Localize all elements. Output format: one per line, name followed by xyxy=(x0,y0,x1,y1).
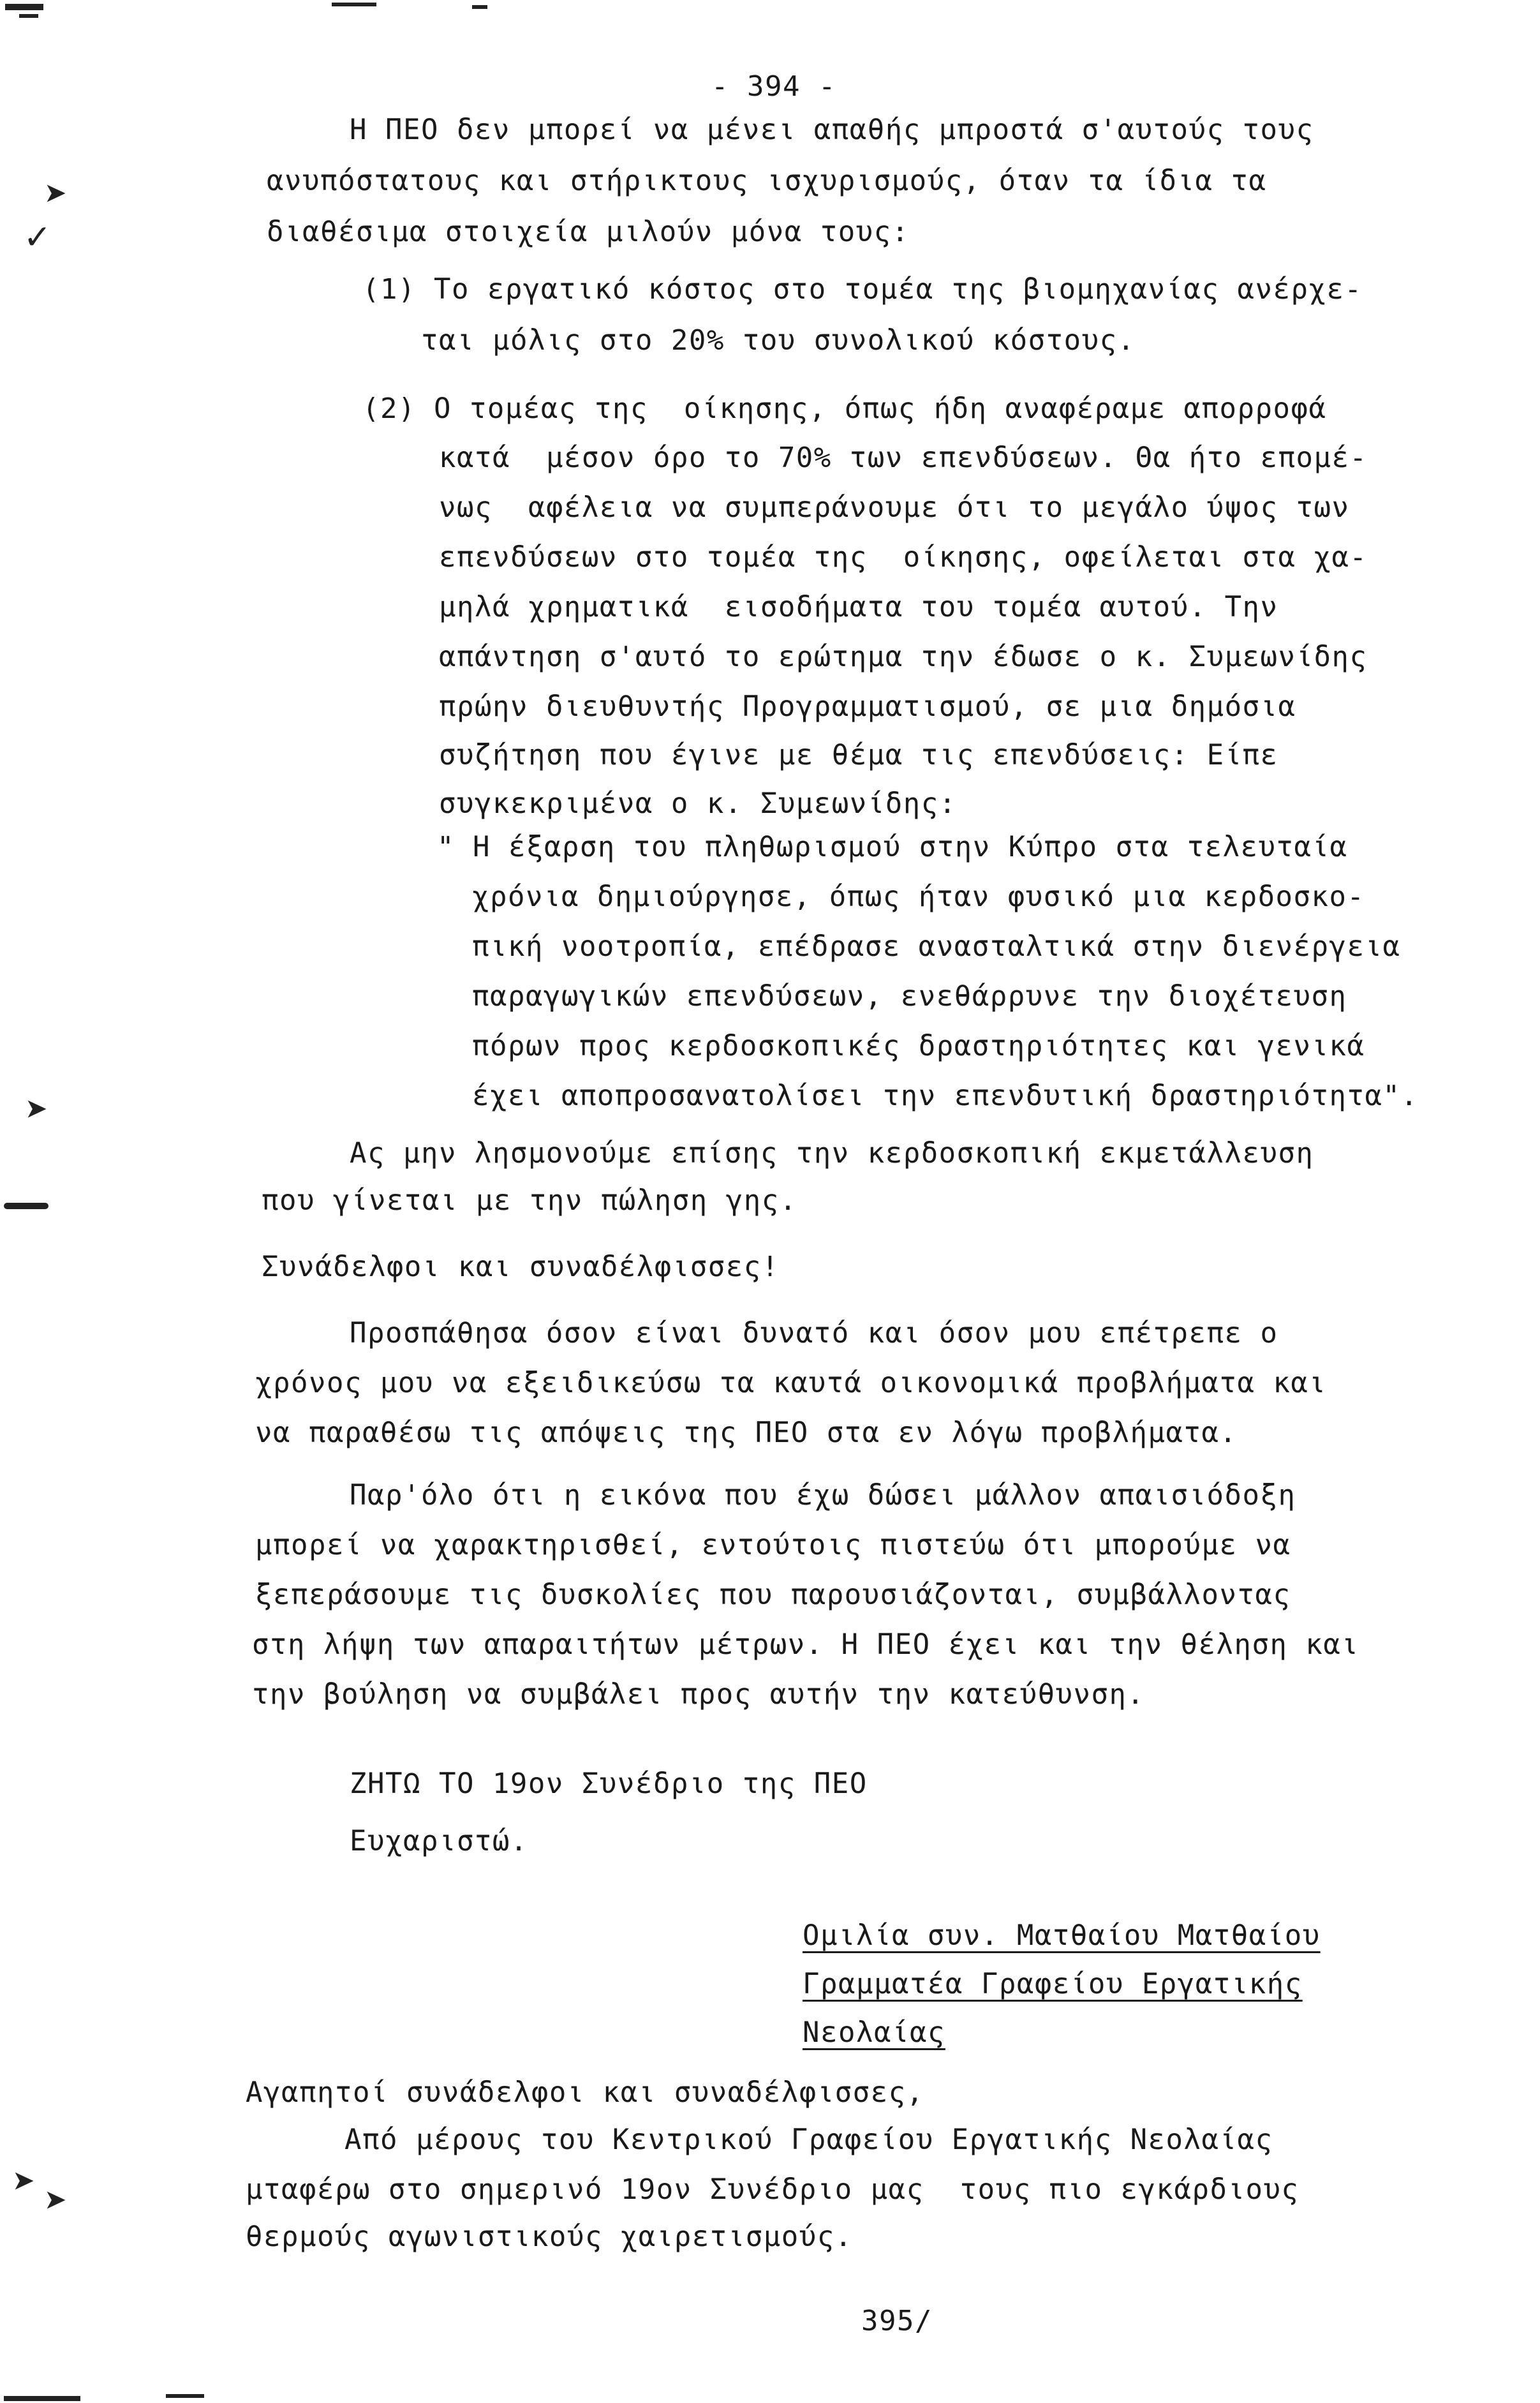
punch-hole-mark: ➤ xyxy=(45,172,68,217)
point-1-line: ται μόλις στο 20% του συνολικού κόστους. xyxy=(421,324,1136,357)
after-quote-line: Ας μην λησμονούμε επίσης την κερδοσκοπική εκμετάλλευση xyxy=(350,1137,1314,1170)
punch-hole-mark: ➤ xyxy=(26,1088,49,1133)
quote-line: χρόνια δημιούργησε, όπως ήταν φυσικό μια κερδοσκο- xyxy=(472,881,1365,913)
salutation: Συνάδελφοι και συναδέλφισσες! xyxy=(262,1251,780,1283)
point-2-line: απάντηση σ'αυτό το ερώτημα την έδωσε ο κ. Συμεωνίδης xyxy=(439,641,1368,673)
hope-line: την βούληση να συμβάλει προς αυτήν την κατεύθυνση. xyxy=(252,1678,1145,1711)
punch-hole-mark: ➤ xyxy=(13,2160,36,2205)
closing-cheer: ΖΗΤΩ ΤΟ 19ον Συνέδριο της ΠΕΟ xyxy=(350,1767,868,1800)
point-2-line: (2) Ο τομέας της οίκησης, όπως ήδη αναφέραμε απορροφά xyxy=(362,392,1327,425)
greeting: Αγαπητοί συνάδελφοι και συναδέλφισσες, xyxy=(246,2076,924,2109)
point-2-line: νως αφέλεια να συμπεράνουμε ότι το μεγάλο ύψος των xyxy=(439,491,1350,524)
point-2-line: κατά μέσον όρο το 70% των επενδύσεων. Θα ήτο επομέ- xyxy=(439,442,1368,474)
speech-heading-line: Ομιλία συν. Ματθαίου Ματθαίου xyxy=(803,1919,1321,1952)
punch-hole-mark: ➤ xyxy=(45,2179,68,2224)
effort-line: χρόνος μου να εξειδικεύσω τα καυτά οικονομικά προβλήματα και xyxy=(255,1367,1327,1399)
point-2-line: επενδύσεων στο τομέα της οίκησης, οφείλεται στα χα- xyxy=(439,541,1368,574)
quote-line: παραγωγικών επενδύσεων, ενεθάρρυνε την διοχέτευση xyxy=(472,980,1347,1013)
scan-speck xyxy=(4,2396,80,2401)
hope-line: ξεπεράσουμε τις δυσκολίες που παρουσιάζονται, συμβάλλοντας xyxy=(255,1579,1291,1611)
scan-speck xyxy=(4,1203,48,1209)
page-number-bottom: 395/ xyxy=(861,2305,933,2337)
new-speech-line: θερμούς αγωνιστικούς χαιρετισμούς. xyxy=(246,2221,853,2253)
quote-line: πική νοοτροπία, επέδρασε ανασταλτικά στην διενέργεια xyxy=(472,930,1401,963)
intro-line: ανυπόστατους και στήρικτους ισχυρισμούς, όταν τα ίδια τα xyxy=(267,165,1267,197)
punch-hole-mark: ✓ xyxy=(26,214,49,258)
after-quote-line: που γίνεται με την πώληση γης. xyxy=(262,1184,797,1217)
intro-line: Η ΠΕΟ δεν μπορεί να μένει απαθής μπροστά σ'αυτούς τους xyxy=(350,114,1314,146)
scan-speck xyxy=(166,2394,204,2398)
scan-speck xyxy=(332,3,376,6)
hope-line: Παρ'όλο ότι η εικόνα που έχω δώσει μάλλον απαισιόδοξη xyxy=(350,1479,1296,1512)
scan-speck xyxy=(19,14,38,18)
point-2-line: συγκεκριμένα ο κ. Συμεωνίδης: xyxy=(439,787,957,820)
closing-thanks: Ευχαριστώ. xyxy=(350,1825,528,1857)
point-2-line: μηλά χρηματικά εισοδήματα του τομέα αυτού. Την xyxy=(439,591,1278,623)
hope-line: στη λήψη των απαραιτήτων μέτρων. Η ΠΕΟ έχει και την θέληση και xyxy=(252,1628,1359,1661)
quote-line: " Η έξαρση του πληθωρισμού στην Κύπρο στα τελευταία xyxy=(437,831,1348,863)
point-2-line: πρώην διευθυντής Προγραμματισμού, σε μια δημόσια xyxy=(439,690,1296,723)
intro-line: διαθέσιμα στοιχεία μιλούν μόνα τους: xyxy=(267,216,910,248)
new-speech-line: Από μέρους του Κεντρικού Γραφείου Εργατικής Νεολαίας xyxy=(344,2124,1273,2156)
point-1-line: (1) Το εργατικό κόστος στο τομέα της βιομηχανίας ανέρχε- xyxy=(362,273,1363,306)
speech-heading-line: Νεολαίας xyxy=(803,2016,945,2049)
scan-speck xyxy=(5,4,43,10)
page-number-top: - 394 - xyxy=(711,70,836,103)
scan-speck xyxy=(472,5,487,9)
new-speech-line: μταφέρω στο σημερινό 19ον Συνέδριο μας τους πιο εγκάρδιους xyxy=(246,2173,1299,2206)
quote-line: έχει αποπροσανατολίσει την επενδυτική δραστηριότητα". xyxy=(472,1080,1419,1112)
speech-heading-line: Γραμματέα Γραφείου Εργατικής xyxy=(803,1968,1303,2000)
effort-line: να παραθέσω τις απόψεις της ΠΕΟ στα εν λόγω προβλήματα. xyxy=(255,1417,1238,1449)
quote-line: πόρων προς κερδοσκοπικές δραστηριότητες και γενικά xyxy=(472,1030,1365,1062)
point-2-line: συζήτηση που έγινε με θέμα τις επενδύσεις: Είπε xyxy=(439,739,1278,771)
hope-line: μπορεί να χαρακτηρισθεί, εντούτοις πιστεύω ότι μπορούμε να xyxy=(255,1529,1291,1561)
effort-line: Προσπάθησα όσον είναι δυνατό και όσον μου επέτρεπε ο xyxy=(350,1317,1278,1350)
